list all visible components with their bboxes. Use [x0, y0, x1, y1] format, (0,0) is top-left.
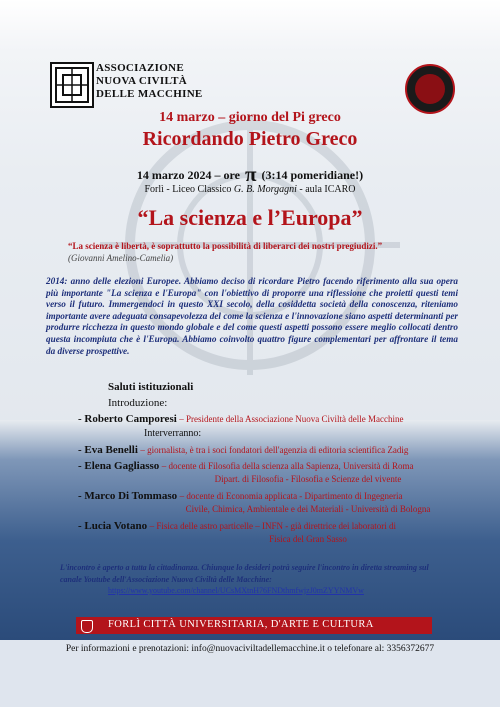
speaker-name: - Roberto Camporesi: [78, 413, 177, 425]
attendance-note-line1: L'incontro è aperto a tutta la cittadinanza. Chiunque lo desideri potrà seguire l'incontro in diretta streaming sul: [60, 563, 429, 572]
youtube-link[interactable]: https://www.youtube.com/channel/UCsMXtnH76FNDthmfwjzJ0mZYYNMVw: [108, 586, 364, 595]
venue-suffix: - aula ICARO: [299, 184, 356, 195]
school-seal-center: [415, 74, 445, 104]
attendance-note: [60, 562, 470, 586]
school-seal: [405, 64, 455, 114]
city-banner: [76, 617, 432, 634]
event-date: 14 marzo 2024 – ore: [136, 168, 240, 182]
association-name: [96, 62, 203, 101]
speaker-name: - Elena Gagliasso: [78, 460, 160, 472]
association-name-line2: NUOVA CIVILTÀ: [96, 75, 188, 87]
speaker-role: – Fisica delle astro particelle – INFN - già direttrice dei laboratori di: [149, 521, 396, 531]
association-name-line3: DELLE MACCHINE: [96, 88, 203, 100]
speaker-item: [78, 520, 478, 545]
speaker-role-detail: Fisica del Gran Sasso: [269, 534, 347, 544]
speaker-role-detail: Dipart. di Filosofia - Filosofia e Scienze del vivente: [214, 474, 402, 484]
event-venue: [0, 184, 500, 195]
city-banner-text: FORLÌ CITTÀ UNIVERSITARIA, D'ARTE E CULTURA: [108, 619, 374, 630]
event-date-line: 14 marzo – giorno del Pi greco: [159, 110, 341, 125]
speaker-role-detail: Civile, Chimica, Ambientale e dei Materiali - Università di Bologna: [185, 504, 431, 514]
event-title: Ricordando Pietro Greco: [142, 128, 358, 150]
attendance-note-line2: canale Youtube dell'Associazione Nuova Civiltà delle Macchine:: [60, 575, 272, 584]
speaker-item: [78, 413, 478, 426]
speaker-role: – docente di Economia applicata - Dipartimento di Ingegneria: [179, 491, 403, 501]
speaker-item: [78, 460, 478, 485]
association-logo: [50, 62, 94, 108]
quote-text: “La scienza è libertà, è soprattutto la possibilità di liberarci dei nostri pregiudizi.”: [68, 241, 383, 251]
venue-prefix: Forlì - Liceo Classico: [144, 184, 232, 195]
association-name-line1: ASSOCIAZIONE: [96, 62, 184, 74]
speaker-item: [78, 444, 478, 457]
speaker-role: – docente di Filosofia della scienza alla Sapienza, Università di Roma: [161, 461, 414, 471]
speakers-label: Interverranno:: [144, 428, 202, 439]
city-crest-icon: [81, 620, 93, 633]
speaker-name: - Eva Benelli: [78, 444, 138, 456]
speaker-item: [78, 490, 478, 515]
intro-paragraph: 2014: anno delle elezioni Europee. Abbiamo deciso di ricordare Pietro facendo riferimento alla sua opera più importante "La scienza e l'Europa" con l'obiettivo di proporre una riflessione che proietti questi temi verso il futuro. Immergendoci in questo XXI secolo, della cosiddetta società della conoscenza, riteniamo importante avere adeguata consapevolezza del come la scienza e l'innovazione siano aspetti determinanti per produrre ricchezza in questo mondo globale e del come questi aspetti possono essere meglio collocati dentro questa incompiuta che è l'Europa. Abbiamo coinvolto quattro figure complementari per affrontare il tema da diverse prospettive.: [46, 276, 458, 356]
quote-author: (Giovanni Amelino-Camelia): [68, 253, 174, 263]
speaker-name: - Marco Di Tommaso: [78, 490, 178, 502]
event-time-note: (3:14 pomeridiane!): [261, 168, 364, 182]
contact-footer: Per informazioni e prenotazioni: info@nuovaciviltadellemacchine.it o telefonare al: 3356372677: [65, 644, 435, 654]
venue-name: G. B. Morgagni: [233, 184, 297, 195]
speaker-role: – giornalista, è tra i soci fondatori dell'agenzia di editoria scientifica Zadig: [140, 445, 409, 455]
pi-symbol: π: [244, 162, 257, 186]
intro-label: Introduzione:: [108, 397, 168, 409]
event-subject: “La scienza e l’Europa”: [137, 205, 363, 230]
speaker-name: - Lucia Votano: [78, 520, 148, 532]
speaker-role: – Presidente della Associazione Nuova Civiltà delle Macchine: [179, 414, 404, 424]
section-title: Saluti istituzionali: [108, 381, 194, 393]
